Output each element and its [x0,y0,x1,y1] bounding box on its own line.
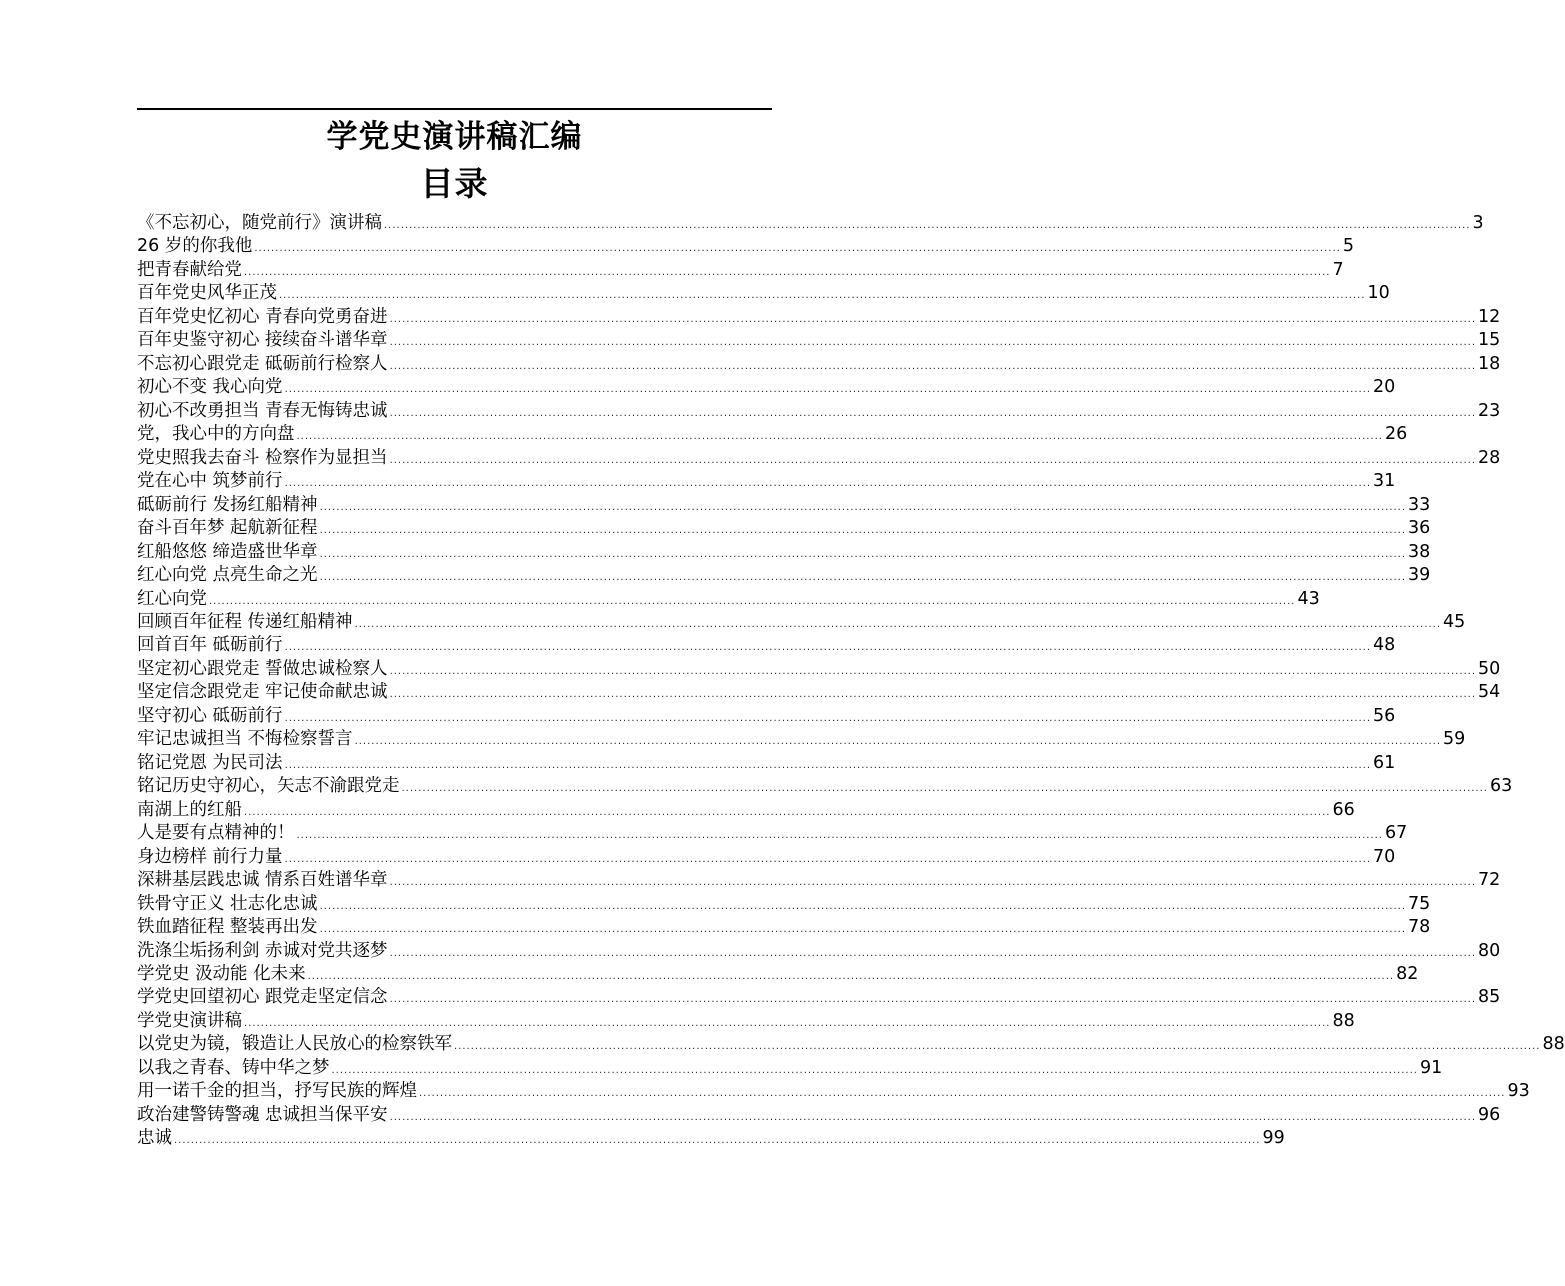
toc-entry-title: 学党史演讲稿 [137,1010,242,1031]
toc-dot-leader: .................................................................................................................................................................................................................................................................... [319,924,1407,936]
toc-entry-page: 96 [1478,1104,1501,1125]
table-of-contents [137,210,1565,1149]
toc-dot-leader: .................................................................................................................................................................................................................................................................... [454,1041,1541,1053]
toc-entry-page: 48 [1373,635,1396,656]
toc-entry-page: 39 [1408,565,1431,586]
toc-entry[interactable] [137,492,1431,515]
toc-entry[interactable] [137,257,1344,280]
toc-entry-title: 坚定初心跟党走 誓做忠诚检察人 [137,658,388,679]
toc-entry-title: 铭记历史守初心，矢志不渝跟党走 [137,776,400,797]
toc-dot-leader: .................................................................................................................................................................................................................................................................... [254,243,1341,255]
toc-dot-leader: .................................................................................................................................................................................................................................................................... [389,454,1477,466]
toc-entry-title: 百年党史风华正茂 [137,283,277,304]
toc-dot-leader: .................................................................................................................................................................................................................................................................... [209,595,1296,607]
toc-entry-title: 红心向党 [137,588,207,609]
toc-entry[interactable] [137,679,1501,703]
toc-entry-title: 不忘初心跟党走 砥砺前行检察人 [137,353,388,374]
toc-entry-page: 23 [1478,400,1501,421]
toc-dot-leader: .................................................................................................................................................................................................................................................................... [319,900,1407,912]
toc-entry[interactable] [137,562,1431,586]
toc-entry-title: 身边榜样 前行力量 [137,846,283,867]
toc-entry-page: 80 [1478,940,1501,961]
toc-entry-page: 5 [1342,236,1354,257]
toc-entry[interactable] [137,468,1396,492]
toc-entry-title: 人是要有点精神的！ [137,823,295,844]
toc-entry-title: 党在心中 筑梦前行 [137,471,283,492]
toc-entry-title: 回顾百年征程 传递红船精神 [137,611,353,632]
toc-dot-leader: .................................................................................................................................................................................................................................................................... [389,665,1477,677]
toc-entry-page: 93 [1507,1081,1530,1102]
toc-dot-leader: .................................................................................................................................................................................................................................................................... [284,712,1372,724]
toc-entry-title: 回首百年 砥砺前行 [137,635,283,656]
toc-dot-leader: .................................................................................................................................................................................................................................................................... [354,736,1442,748]
toc-entry-page: 70 [1373,846,1396,867]
toc-entry-title: 铁骨守正义 壮志化忠诚 [137,893,318,914]
toc-entry[interactable] [137,374,1396,398]
toc-dot-leader: .................................................................................................................................................................................................................................................................... [419,1088,1506,1100]
toc-dot-leader: .................................................................................................................................................................................................................................................................... [319,572,1407,584]
toc-entry-title: 政治建警铸警魂 忠诚担当保平安 [137,1104,388,1125]
toc-entry-page: 45 [1443,611,1466,632]
toc-entry-page: 50 [1478,658,1501,679]
toc-entry[interactable] [137,891,1431,914]
toc-entry[interactable] [137,750,1396,773]
toc-dot-leader: .................................................................................................................................................................................................................................................................... [389,689,1477,701]
toc-dot-leader: .................................................................................................................................................................................................................................................................... [279,290,1366,302]
toc-entry[interactable] [137,656,1501,679]
toc-entry-page: 88 [1542,1034,1565,1055]
toc-entry-title: 党史照我去奋斗 检察作为显担当 [137,447,388,468]
toc-entry[interactable] [137,773,1513,797]
toc-entry-title: 深耕基层践忠诚 情系百姓谱华章 [137,870,388,891]
toc-entry-page: 91 [1419,1057,1443,1078]
toc-dot-leader: .................................................................................................................................................................................................................................................................... [401,783,1488,795]
toc-entry-title: 砥砺前行 发扬红船精神 [137,494,318,515]
toc-entry[interactable] [137,703,1396,726]
toc-entry[interactable] [137,1008,1355,1031]
toc-heading: 目录 [420,164,489,203]
toc-entry[interactable] [137,421,1408,445]
toc-entry-page: 72 [1478,870,1501,891]
toc-entry-page: 63 [1489,776,1513,797]
toc-entry[interactable] [137,632,1396,656]
toc-entry-page: 54 [1478,682,1501,703]
toc-dot-leader: .................................................................................................................................................................................................................................................................... [384,220,1471,231]
toc-entry-page: 61 [1373,752,1396,773]
toc-entry[interactable] [137,586,1320,609]
toc-entry-page: 7 [1332,259,1344,280]
toc-entry-title: 南湖上的红船 [137,799,242,820]
toc-entry-page: 33 [1408,494,1431,515]
toc-entry-page: 75 [1408,893,1431,914]
toc-dot-leader: .................................................................................................................................................................................................................................................................... [244,1017,1331,1029]
toc-dot-leader: .................................................................................................................................................................................................................................................................... [389,337,1477,349]
toc-entry[interactable] [137,539,1431,562]
toc-entry-title: 把青春献给党 [137,259,242,280]
toc-entry[interactable] [137,398,1501,421]
toc-dot-leader: .................................................................................................................................................................................................................................................................... [284,642,1372,654]
toc-entry[interactable] [137,1055,1443,1078]
toc-entry[interactable] [137,1102,1501,1125]
toc-entry[interactable] [137,515,1431,539]
toc-entry-page: 12 [1478,306,1501,327]
toc-entry[interactable] [137,1125,1285,1149]
toc-entry-page: 66 [1332,799,1355,820]
toc-dot-leader: .................................................................................................................................................................................................................................................................... [284,478,1372,490]
toc-entry[interactable] [137,210,1484,233]
toc-entry-title: 奋斗百年梦 起航新征程 [137,518,318,539]
top-rule [137,108,772,110]
toc-dot-leader: .................................................................................................................................................................................................................................................................... [319,501,1407,513]
toc-entry-title: 百年史鉴守初心 接续奋斗谱华章 [137,330,388,351]
toc-entry[interactable] [137,961,1419,984]
toc-dot-leader: .................................................................................................................................................................................................................................................................... [284,384,1372,396]
toc-entry-title: 铁血踏征程 整装再出发 [137,917,318,938]
toc-entry-title: 红心向党 点亮生命之光 [137,565,318,586]
toc-entry[interactable] [137,280,1390,304]
toc-dot-leader: .................................................................................................................................................................................................................................................................... [331,1064,1418,1076]
toc-dot-leader: .................................................................................................................................................................................................................................................................... [389,407,1477,419]
toc-entry-title: 铭记党恩 为民司法 [137,752,283,773]
toc-entry[interactable] [137,820,1408,844]
toc-entry-page: 28 [1478,447,1501,468]
toc-entry-page: 78 [1408,917,1431,938]
toc-entry-title: 党，我心中的方向盘 [137,424,295,445]
toc-entry[interactable] [137,914,1431,938]
toc-entry[interactable] [137,844,1396,867]
toc-dot-leader: .................................................................................................................................................................................................................................................................... [389,1111,1477,1123]
toc-entry[interactable] [137,1031,1565,1055]
toc-entry[interactable] [137,1078,1530,1102]
toc-dot-leader: .................................................................................................................................................................................................................................................................... [389,877,1477,889]
toc-entry-page: 56 [1373,705,1396,726]
toc-dot-leader: .................................................................................................................................................................................................................................................................... [319,525,1407,537]
toc-entry[interactable] [137,726,1466,750]
toc-entry-page: 18 [1478,353,1501,374]
toc-dot-leader: .................................................................................................................................................................................................................................................................... [389,994,1477,1006]
toc-entry-page: 31 [1373,471,1396,492]
toc-entry-title: 红船悠悠 缔造盛世华章 [137,541,318,562]
toc-entry-title: 以党史为镜，锻造让人民放心的检察铁军 [137,1034,452,1055]
toc-dot-leader: .................................................................................................................................................................................................................................................................... [244,266,1331,278]
toc-dot-leader: .................................................................................................................................................................................................................................................................... [307,971,1395,982]
toc-entry-title: 初心不改勇担当 青春无悔铸忠诚 [137,400,388,421]
toc-entry[interactable] [137,445,1501,468]
toc-entry[interactable] [137,938,1501,961]
toc-entry-page: 82 [1396,964,1419,984]
toc-entry[interactable] [137,609,1466,632]
toc-entry-page: 67 [1384,823,1408,844]
toc-entry-page: 99 [1262,1128,1285,1149]
toc-entry[interactable] [137,351,1501,374]
toc-entry-page: 3 [1472,213,1484,233]
toc-entry[interactable] [137,984,1501,1008]
toc-dot-leader: .................................................................................................................................................................................................................................................................... [284,759,1372,771]
toc-entry[interactable] [137,327,1501,351]
toc-dot-leader: .................................................................................................................................................................................................................................................................... [389,947,1477,959]
toc-entry-page: 59 [1443,729,1466,750]
toc-entry-page: 43 [1297,588,1320,609]
toc-entry[interactable] [137,233,1354,257]
toc-entry-title: 忠诚 [137,1128,172,1149]
document-title: 学党史演讲稿汇编 [326,119,583,155]
toc-entry-title: 坚定信念跟党走 牢记使命献忠诚 [137,682,388,703]
toc-entry-page: 38 [1408,541,1431,562]
toc-dot-leader: .................................................................................................................................................................................................................................................................... [319,548,1407,560]
toc-entry-page: 85 [1478,987,1501,1008]
toc-entry-title: 26 岁的你我他 [137,236,253,257]
toc-entry-title: 学党史 汲动能 化未来 [137,964,306,984]
toc-entry-title: 学党史回望初心 跟党走坚定信念 [137,987,388,1008]
toc-entry[interactable] [137,797,1355,820]
toc-entry-title: 牢记忠诚担当 不悔检察誓言 [137,729,353,750]
toc-entry[interactable] [137,867,1501,891]
toc-dot-leader: .................................................................................................................................................................................................................................................................... [389,313,1477,325]
toc-dot-leader: .................................................................................................................................................................................................................................................................... [389,360,1477,372]
toc-dot-leader: .................................................................................................................................................................................................................................................................... [296,830,1383,842]
toc-entry-title: 初心不变 我心向党 [137,377,283,398]
toc-dot-leader: .................................................................................................................................................................................................................................................................... [296,431,1383,443]
toc-entry-page: 20 [1373,377,1396,398]
toc-entry-title: 坚守初心 砥砺前行 [137,705,283,726]
toc-entry-page: 26 [1384,424,1408,445]
toc-entry-page: 10 [1367,283,1390,304]
toc-entry-title: 《不忘初心，随党前行》演讲稿 [137,213,382,233]
toc-entry-page: 88 [1332,1010,1355,1031]
toc-dot-leader: .................................................................................................................................................................................................................................................................... [174,1135,1261,1147]
toc-dot-leader: .................................................................................................................................................................................................................................................................... [244,806,1331,818]
toc-dot-leader: .................................................................................................................................................................................................................................................................... [284,853,1372,865]
toc-entry-page: 36 [1408,518,1431,539]
toc-entry[interactable] [137,304,1501,327]
toc-entry-page: 15 [1478,330,1501,351]
toc-dot-leader: .................................................................................................................................................................................................................................................................... [354,618,1442,630]
toc-entry-title: 洗涤尘垢扬利剑 赤诚对党共逐梦 [137,940,388,961]
toc-entry-title: 用一诺千金的担当，抒写民族的辉煌 [137,1081,417,1102]
toc-entry-title: 百年党史忆初心 青春向党勇奋进 [137,306,388,327]
toc-entry-title: 以我之青春、铸中华之梦 [137,1057,330,1078]
